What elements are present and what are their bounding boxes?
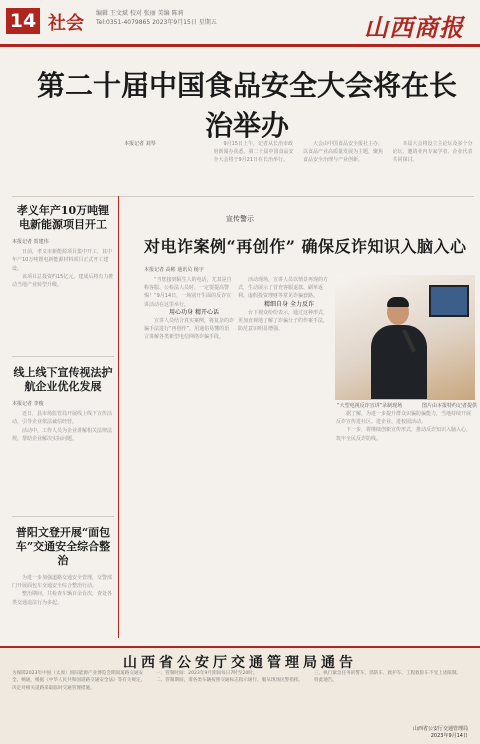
story-title: 线上线下宣传视法护航企业优化发展 xyxy=(13,366,113,393)
page-number: 14 xyxy=(6,8,40,34)
feature-paragraph: 活动现场，宣讲人员以情景再现的方式，生动展示了冒充客服退款、刷单返利、虚假投资理财等常见诈骗套路。 xyxy=(238,277,329,300)
story-paragraph: 整治期间，共检查车辆百余台次，查处各类交通违法行为多起。 xyxy=(12,591,113,606)
signoff-date: 2023年9月14日 xyxy=(430,733,468,739)
feature-column-b xyxy=(238,276,330,640)
story-byline: 本报记者 贺建伟 xyxy=(12,239,49,245)
photo-caption-right: 图片由本报特约记者提供 xyxy=(421,403,477,409)
feature-byline: 本报记者 高彬 通讯员 杨宇 xyxy=(144,267,204,273)
story-title: 孝义年产10万吨锂电新能源项目开工 xyxy=(16,204,110,231)
feature-paragraph: 台下观众纷纷表示，通过这种形式，更加直观地了解了诈骗分子的作案手法，防范意识明显增强。 xyxy=(238,309,329,333)
backdrop-screen xyxy=(429,285,469,317)
lead-paragraph: 本届大会将设立主论坛及多个分论坛，邀请业内专家学者、企业代表共同探讨。 xyxy=(392,141,473,164)
feature-kicker: 宣传警示 xyxy=(226,215,254,223)
lead-paragraph: 9月15日上午，记者从长治市政府新闻办获悉，第二十届中国食品安全大会将于9月21日在长治举行。 xyxy=(213,141,294,164)
main-headline: 第二十届中国食品安全大会将在长治举办 xyxy=(36,69,457,142)
photo-caption-left: “大型电视反诈宣讲”录制现场 xyxy=(337,403,403,409)
page-header xyxy=(0,0,480,47)
column-rule xyxy=(118,196,119,638)
divider xyxy=(12,196,474,197)
section-name: 社会 xyxy=(48,13,84,34)
notice-paragraph: 为保障2023年中国（太原）国际能源产业博览会期间道路交通安全、畅通，根据《中华人民共和国道路交通安全法》等有关规定，决定对相关道路采取临时交通管理措施。 xyxy=(12,671,146,691)
notice-paragraph: 特此通告。 xyxy=(314,678,337,684)
speaker-figure xyxy=(369,299,429,399)
story-paragraph: 该项目总投资约15亿元，建成后将有力推动当地产业转型升级。 xyxy=(12,273,114,289)
story-title: 普阳文登开展“面包车”交通安全综合整治 xyxy=(15,526,111,567)
header-info-line: Tel:0351-4079865 2023年9月15日 星期五 xyxy=(96,19,217,26)
story-paragraph: 日前，孝义市新能源项目集中开工，其中年产10万吨锂电新能源材料项目正式开工建设。 xyxy=(12,249,113,272)
header-info xyxy=(96,9,217,27)
notice-column xyxy=(12,670,148,738)
signoff-org: 山西省公安厅交通管理局 xyxy=(412,726,468,732)
traffic-notice xyxy=(0,646,480,744)
story-van-safety xyxy=(12,522,114,640)
masthead-logo: 山西商报 xyxy=(364,13,464,42)
feature-title: 对电诈案例“再创作” 确保反诈知识入脑入心 xyxy=(144,237,467,256)
notice-column xyxy=(156,670,306,738)
notice-title: 山西省公安厅交通管理局通告 xyxy=(123,655,357,671)
divider xyxy=(12,516,114,517)
story-lithium-project xyxy=(12,200,114,350)
lead-byline: 本报记者 刘琴 xyxy=(124,141,156,147)
notice-paragraph: 二、管制期间，请各类车辆按照交通标志指示通行，服从现场民警指挥。 xyxy=(156,678,304,684)
feature-section-head: 用心功身 精开心话 xyxy=(169,308,219,316)
notice-paragraph: 一、管制时间：2023年9月期间每日7时至20时。 xyxy=(156,671,258,676)
news-photo xyxy=(335,275,475,400)
feature-paragraph: “当您接到陌生人的电话，尤其是自称客服、公检法人员时，一定要提高警惕！”9月14日，一场别开生面的反诈宣讲活动在这里举行。 xyxy=(144,277,232,308)
feature-paragraph: 宣讲人员结合真实案例，将复杂的诈骗手法进行“再创作”，用通俗易懂的语言讲解各类新型电信网络诈骗手段。 xyxy=(144,318,234,341)
story-paragraph: 近日，县市场监管局开展线上线下宣传活动，引导企业依法诚信经营。 xyxy=(12,411,113,426)
feature-paragraph: 据了解，为进一步提升群众识骗防骗能力，当地持续开展反诈宣传进社区、进企业、进校园活动。 xyxy=(336,411,472,426)
photo-caption xyxy=(337,402,477,409)
story-byline: 本报记者 李俊 xyxy=(12,401,44,407)
notice-signoff xyxy=(413,726,468,740)
feature-paragraph: 下一步，将继续创新宣传形式，推动反诈知识入脑入心，筑牢全民反诈防线。 xyxy=(336,427,472,442)
story-paragraph: 为进一步加强道路交通安全管理，交警部门开展面包车交通安全综合整治行动。 xyxy=(12,575,113,590)
feature-column-a xyxy=(144,276,234,640)
feature-column-c xyxy=(336,410,474,638)
divider xyxy=(12,356,114,357)
story-legal-publicity xyxy=(12,362,114,512)
lead-story xyxy=(124,140,474,196)
feature-section-head: 精细自身 全力反诈 xyxy=(264,300,314,308)
lead-paragraph: 大会由中国食品安全报社主办，以食品产业高质量发展为主题，聚焦食品安全治理与产业创新。 xyxy=(303,141,384,164)
story-paragraph: 活动中，工作人员为企业讲解相关法律法规，帮助企业解决实际问题。 xyxy=(12,427,113,442)
header-info-line: 编辑 王文斌 校对 张丽 美编 陈莉 xyxy=(96,10,184,17)
notice-paragraph: 三、执行紧急任务的警车、消防车、救护车、工程救险车不受上述限制。 xyxy=(314,671,462,676)
